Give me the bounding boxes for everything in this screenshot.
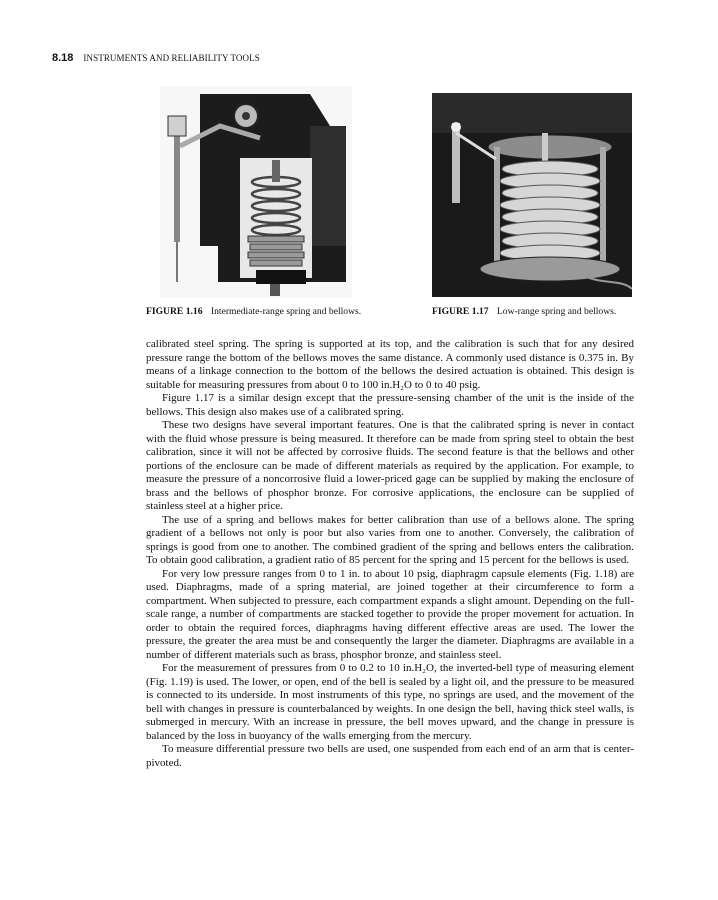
paragraph: To measure differential pressure two bells are used, one suspended from each end of an arm that is center-pivoted. bbox=[146, 743, 634, 769]
figure-1-17-caption bbox=[432, 306, 616, 317]
page-number: 8.18 bbox=[52, 52, 74, 64]
figure-1-16-photo bbox=[160, 86, 352, 298]
paragraph: For the measurement of pressures from 0 to 0.2 to 10 in.H₂O, the inverted-bell type of measuring element (Fig. 1.19) is used. The lower, or open, end of the bell is sealed by a light oil, and the pressure to be measured is connected to its underside. In most instruments of this type, no springs are used, and the movement of the bell with changes in pressure is counterbalanced by weights. In one design the bell, having thick steel walls, is submerged in mercury. With an increase in pressure, the bell moves upward, and the change in pressure is balanced by the loss in buoyancy of the walls emerging from the mercury. bbox=[146, 662, 634, 742]
figure-1-17-photo bbox=[432, 93, 632, 297]
paragraph: Figure 1.17 is a similar design except that the pressure-sensing chamber of the unit is the inside of the bellows. This design also makes use of a calibrated spring. bbox=[146, 392, 634, 418]
running-header bbox=[52, 52, 260, 64]
figure-label: FIGURE 1.17 bbox=[432, 306, 489, 317]
paragraph: calibrated steel spring. The spring is supported at its top, and the calibration is such that for any desired pressure range the bottom of the bellows moves the same distance. A commonly used distance is 0.375 in. By means of a linkage connection to the bottom of the bellows the desired actuation is obtained. This design is suitable for measuring pressures from about 0 to 100 in.H₂O to 0 to 40 psig. bbox=[146, 338, 634, 391]
paragraph: The use of a spring and bellows makes for better calibration than use of a bellows alone. The spring gradient of a bellows not only is poor but also varies from one to another. Conversely, the calibration of springs is good from one to another. The combined gradient of the spring and bellows enters the calibration. To obtain good calibration, a gradient ratio of 85 percent for the spring and 15 percent for the bellows is used. bbox=[146, 513, 634, 566]
running-title: INSTRUMENTS AND RELIABILITY TOOLS bbox=[83, 53, 260, 63]
figure-label: FIGURE 1.16 bbox=[146, 306, 203, 317]
figure-1-16-caption bbox=[146, 306, 361, 317]
figure-caption-text: Low-range spring and bellows. bbox=[496, 306, 617, 317]
paragraph: These two designs have several important features. One is that the calibrated spring is never in contact with the fluid whose pressure is being measured. It therefore can be made from spring steel to obtain the best calibration, since it will not be affected by corrosive fluids. The second feature is that the bellows and other portions of the enclosure can be made of different materials as required by the application. For example, to measure the pressure of a noncorrosive fluid a lower-priced gage can be supplied by making the enclosure of brass and the bellows of phosphor bronze. For corrosive applications, the enclosure can be supplied of stainless steel at a higher price. bbox=[146, 419, 634, 512]
paragraph: For very low pressure ranges from 0 to 1 in. to about 10 psig, diaphragm capsule elements (Fig. 1.18) are used. Diaphragms, made of a spring material, are joined together at their circumference to form a compartment. When subjected to pressure, each compartment expands a slight amount. Depending on the full-scale range, a number of compartments are stacked together to provide the proper movement for actuation. In order to obtain the required forces, diaphragms having different effective areas are used. The lower the pressure, the greater the area must be and consequently the larger the diameter. Diaphragms are available in a number of different materials such as brass, phosphor bronze, and stainless steel. bbox=[146, 567, 634, 661]
figure-caption-text: Intermediate-range spring and bellows. bbox=[210, 306, 362, 317]
body-text bbox=[146, 338, 634, 770]
